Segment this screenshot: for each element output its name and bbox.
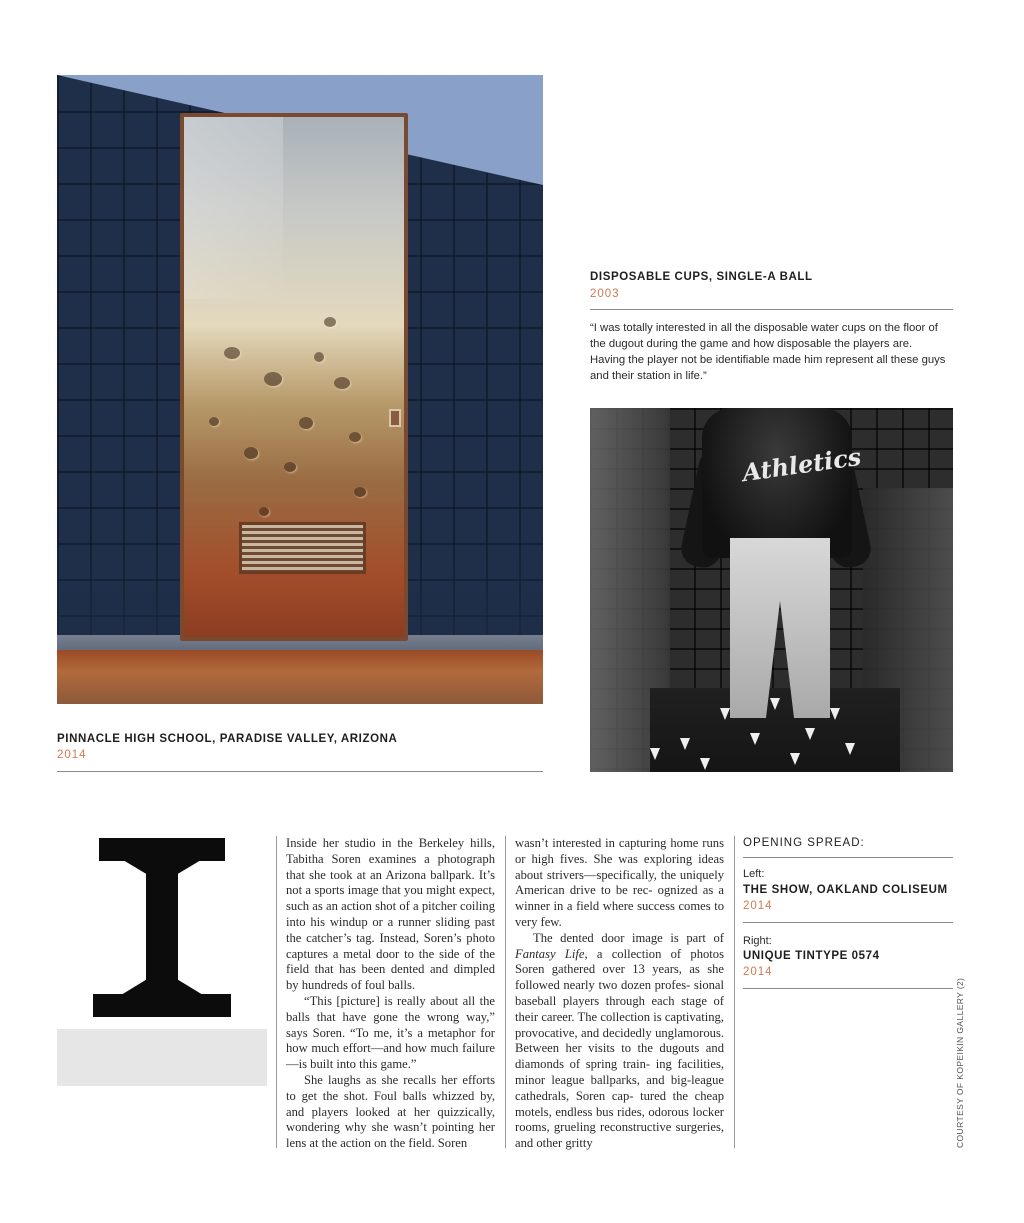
- gray-block: [57, 1029, 267, 1086]
- paragraph: wasn’t interested in capturing home runs or high fives. She was exploring ideas about strivers—specifically, the uniquely American drive to be rec- ognized as a winner in a field where success comes to very few.: [515, 836, 724, 929]
- column-rule: [505, 836, 506, 1148]
- book-title: Fantasy Life: [515, 946, 585, 961]
- paragraph-text: , a collection of photos Soren gathered over 13 years, as she followed nearly two dozen profes- sional baseball players through each stage of their career. The collection is captivating, provocative, and decidedly unglamorous. Between her visits to the dugouts and diamonds of spring train- ing facilities, minor league ballparks, and big-league cathedrals, Soren cap- tured the cheap motels, endless bus rides, odorous locker rooms, grueling reconstructive surgeries, and other gritty: [515, 946, 724, 1151]
- sidebar-left-year: 2014: [743, 900, 773, 912]
- divider: [590, 309, 953, 310]
- paragraph: “This [picture] is really about all the balls that have gone the wrong way,” says Soren. “To me, it’s a metaphor for how much effort—and how much failure—is built into this game.”: [286, 993, 495, 1072]
- door-caption-year: 2014: [57, 749, 87, 761]
- player-jacket: [702, 408, 852, 558]
- dent: [244, 447, 258, 459]
- cups-caption-title: DISPOSABLE CUPS, SINGLE-A BALL: [590, 271, 813, 283]
- jacket-lettering: Athletics: [740, 441, 863, 488]
- dent: [334, 377, 350, 389]
- sidebar-right-label: Right:: [743, 935, 772, 947]
- paragraph: She laughs as she recalls her efforts to get the shot. Foul balls whizzed by, and players looked at her quizzically, wondering why she wasn’t pointing her lens at the action on the field. Soren: [286, 1072, 495, 1151]
- dent: [314, 352, 324, 362]
- dugout-photograph: [590, 408, 953, 772]
- sidebar-heading: OPENING SPREAD:: [743, 837, 865, 849]
- dent: [324, 317, 336, 327]
- article-column-1: [286, 836, 495, 1152]
- cups-caption-quote: “I was totally interested in all the disposable water cups on the floor of the dugout during the game and how disposable the players are. Having the player not be identifiable made him represent all these guys and their station in life.”: [590, 322, 946, 382]
- dented-metal-door: [180, 113, 408, 641]
- column-rule: [734, 836, 735, 1148]
- dent: [264, 372, 282, 386]
- dirt-ground: [57, 650, 543, 704]
- divider: [743, 857, 953, 858]
- photo-credit: COURTESY OF KOPEIKIN GALLERY (2): [955, 977, 965, 1148]
- paragraph: Inside her studio in the Berkeley hills, Tabitha Soren examines a photograph that she took at an Arizona ballpark. It’s not a sports image that you might expect, such as an action shot of a pitcher coiling into his windup or a runner sliding past the catcher’s tag. Instead, Soren’s photo captures a metal door to the side of the field that has been dented and dimpled by hundreds of foul balls.: [286, 836, 495, 993]
- sidebar-left-label: Left:: [743, 868, 765, 880]
- divider: [743, 922, 953, 923]
- sidebar-right-year: 2014: [743, 966, 773, 978]
- paragraph: [515, 931, 724, 1152]
- dent: [354, 487, 366, 497]
- divider: [743, 988, 953, 989]
- dent: [259, 507, 269, 516]
- drop-cap-serif-top: [99, 838, 225, 861]
- cups-caption-year: 2003: [590, 288, 620, 300]
- drop-cap-letter: [93, 834, 231, 1016]
- drop-cap-text: [93, 834, 94, 835]
- dent: [349, 432, 361, 442]
- dent: [299, 417, 313, 429]
- dent: [284, 462, 296, 472]
- dent: [209, 417, 219, 426]
- paragraph-text: The dented door image is part of: [533, 930, 724, 945]
- sidebar-left-title: THE SHOW, OAKLAND COLISEUM: [743, 884, 948, 896]
- door-caption-title: PINNACLE HIGH SCHOOL, PARADISE VALLEY, ARIZONA: [57, 733, 398, 745]
- door-photograph: [57, 75, 543, 704]
- drop-cap-stem: [146, 860, 178, 996]
- door-vent: [239, 522, 366, 574]
- sidebar-right-title: UNIQUE TINTYPE 0574: [743, 950, 880, 962]
- dent: [224, 347, 240, 359]
- drop-cap-serif-bottom: [93, 994, 231, 1017]
- divider: [57, 771, 543, 772]
- drop-cap-bracket-bottom: [121, 980, 203, 995]
- column-rule: [276, 836, 277, 1148]
- article-column-2: [515, 836, 724, 1152]
- door-lock: [389, 409, 401, 427]
